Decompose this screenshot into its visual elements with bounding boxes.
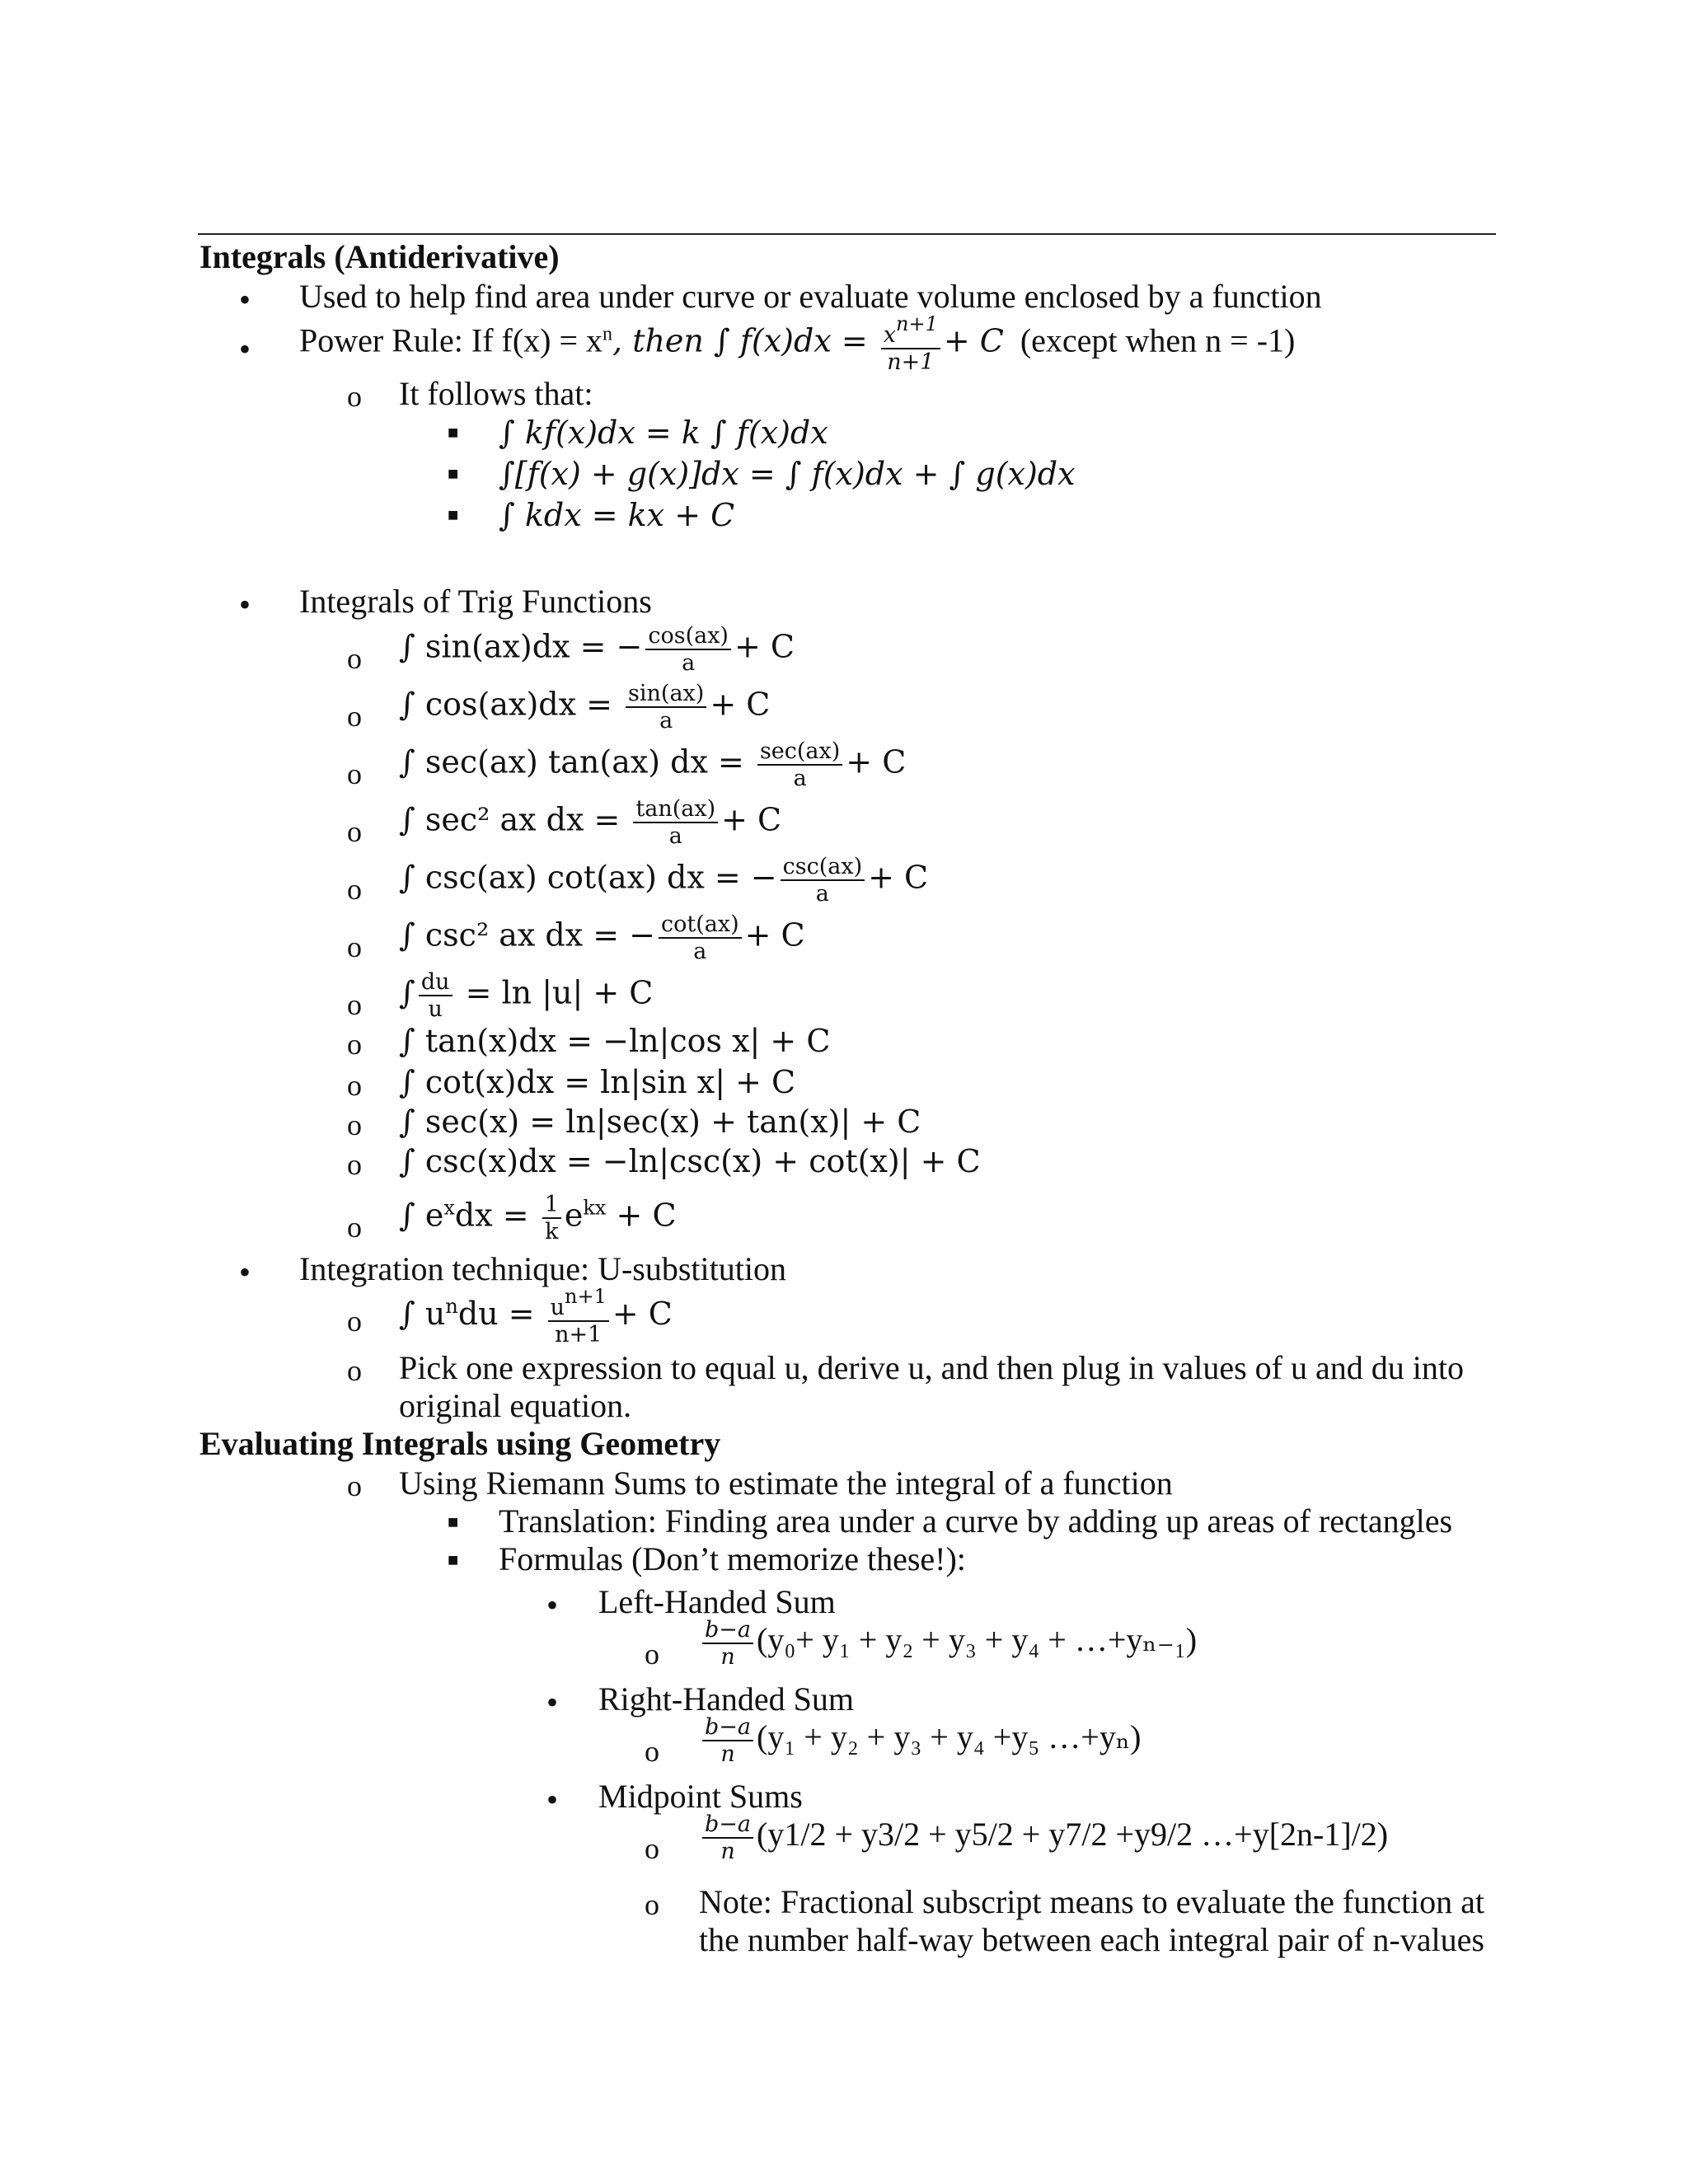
bullet-marker: • <box>546 1684 559 1721</box>
trig-integral-item: ∫ $\frac{du}{u}$ = ln |u| + C <box>399 969 654 1023</box>
circle-marker: o <box>347 873 362 906</box>
usub-pick-line-2: original equation. <box>399 1387 632 1424</box>
circle-marker: o <box>347 642 362 675</box>
midpoint-title: Midpoint Sums <box>598 1778 803 1815</box>
usub-fraction: $\frac{u^{n+1}}{n+1}$ <box>548 1286 609 1347</box>
trig-fraction: $\frac{\sin(ax)}{a}$ <box>626 681 706 733</box>
usub-title: Integration technique: U-substitution <box>299 1250 786 1287</box>
trig-title: Integrals of Trig Functions <box>299 583 652 620</box>
rule-constant: ∫ kdx = kx + C <box>499 497 735 533</box>
rule-sum: ∫[f(x) + g(x)]dx = ∫ f(x)dx + ∫ g(x)dx <box>499 456 1076 492</box>
formulas-text: Formulas (Don’t memorize these!): <box>499 1540 966 1577</box>
trig-integral-item: ∫ csc² ax dx = − $\frac{\cot(ax)}{a}$ + C <box>399 912 805 965</box>
circle-marker: o <box>347 700 362 733</box>
square-marker: ■ <box>448 463 459 484</box>
circle-marker: o <box>347 1305 362 1338</box>
right-sum-title: Right-Handed Sum <box>598 1680 854 1718</box>
right-sum-formula: $\frac{b-a}{n}$ (y₁ + y₂ + y₃ + y₄ +y₅ …+yₙ) <box>699 1714 1141 1767</box>
square-marker: ■ <box>448 1511 459 1532</box>
circle-marker: o <box>347 1108 362 1141</box>
translation-text: Translation: Finding area under a curve by adding up areas of rectangles <box>499 1502 1453 1540</box>
trig-fraction: $\frac{\csc(ax)}{a}$ <box>781 854 865 907</box>
power-rule: Power Rule: If $f(x) = x^n$, then ∫ f(x)dx = $\frac{x^{n+1}}{n+1}$ + C (except when n = -1) <box>299 312 1296 376</box>
circle-marker: o <box>347 380 362 413</box>
used-to-text: Used to help find area under curve or evaluate volume enclosed by a function <box>299 278 1322 315</box>
circle-marker: o <box>645 1735 659 1768</box>
circle-marker: o <box>347 1069 362 1102</box>
trig-integral-item: ∫ cos(ax)dx = $\frac{\sin(ax)}{a}$ + C <box>399 681 771 734</box>
riemann-text: Using Riemann Sums to estimate the integral of a function <box>399 1465 1173 1502</box>
circle-marker: o <box>347 1148 362 1181</box>
trig-integral-item: ∫ tan(x)dx = −ln|cos x| + C <box>399 1023 831 1059</box>
integrals-heading: Integrals (Antiderivative) <box>199 238 560 275</box>
trig-integral-item: ∫ cot(x)dx = ln|sin x| + C <box>399 1064 796 1100</box>
bullet-marker: • <box>546 1781 559 1818</box>
circle-marker: o <box>347 757 362 790</box>
circle-marker: o <box>347 1469 362 1502</box>
note-line-1: Note: Fractional subscript means to evaluate the function at <box>699 1883 1485 1920</box>
circle-marker: o <box>645 1638 659 1671</box>
trig-integral-item: ∫ sec(ax) tan(ax) dx = $\frac{\sec(ax)}{a}$ + C <box>399 738 907 792</box>
usub-pick-line-1: Pick one expression to equal u, derive u, and then plug in values of u and du into <box>399 1349 1464 1386</box>
left-sum-formula: $\frac{b-a}{n}$ (y₀+ y₁ + y₂ + y₃ + y₄ + …+yₙ₋₁) <box>699 1617 1197 1670</box>
circle-marker: o <box>645 1832 659 1865</box>
circle-marker: o <box>645 1888 659 1921</box>
midpoint-formula: $\frac{b-a}{n}$ (y1/2 + y3/2 + y5/2 + y7/2 +y9/2 …+y[2n-1]/2) <box>699 1811 1388 1864</box>
trig-integral-item: ∫ csc(x)dx = −ln|csc(x) + cot(x)| + C <box>399 1143 981 1179</box>
trig-integral-item: ∫ csc(ax) cot(ax) dx = − $\frac{\csc(ax)}{a}$ + C <box>399 854 929 907</box>
follows-text: It follows that: <box>399 375 593 412</box>
note-line-2: the number half-way between each integral pair of n-values <box>699 1921 1484 1958</box>
circle-marker: o <box>347 815 362 848</box>
bullet-marker: • <box>239 281 251 318</box>
circle-marker: o <box>347 930 362 963</box>
top-rule <box>198 233 1496 235</box>
trig-fraction: $\frac{\cos(ax)}{a}$ <box>645 623 731 676</box>
trig-integral-item: ∫ sec² ax dx = $\frac{\tan(ax)}{a}$ + C <box>399 796 782 850</box>
left-sum-title: Left-Handed Sum <box>598 1583 836 1620</box>
geometry-heading: Evaluating Integrals using Geometry <box>199 1425 721 1462</box>
usub-formula: ∫ $u^ndu$ = $\frac{u^{n+1}}{n+1}$ + C <box>399 1285 673 1348</box>
trig-fraction: $\frac{\sec(ax)}{a}$ <box>757 738 842 791</box>
circle-marker: o <box>347 1354 362 1387</box>
rule-constant-multiple: ∫ kf(x)dx = k ∫ f(x)dx <box>499 415 828 451</box>
circle-marker: o <box>347 1028 362 1061</box>
circle-marker: o <box>347 1211 362 1244</box>
trig-fraction: $\frac{\cot(ax)}{a}$ <box>659 912 742 964</box>
square-marker: ■ <box>448 1549 459 1570</box>
trig-integral-item: ∫ sec(x) = ln|sec(x) + tan(x)| + C <box>399 1104 921 1140</box>
bullet-marker: • <box>239 586 251 623</box>
trig-fraction: $\frac{du}{u}$ <box>419 969 452 1022</box>
bullet-marker: • <box>239 330 251 368</box>
power-fraction: $\frac{x^{n+1}}{n+1}$ <box>881 313 940 375</box>
bullet-marker: • <box>239 1254 251 1291</box>
exp-integral: ∫ $e^xdx$ = $\frac{1}{k}$ $e^{kx} + C$ <box>399 1192 677 1245</box>
trig-fraction: $\frac{\tan(ax)}{a}$ <box>633 796 718 849</box>
circle-marker: o <box>347 988 362 1021</box>
trig-integral-item: ∫ sin(ax)dx = − $\frac{\cos(ax)}{a}$ + C <box>399 623 795 677</box>
square-marker: ■ <box>448 422 459 443</box>
square-marker: ■ <box>448 504 459 525</box>
bullet-marker: • <box>546 1586 559 1624</box>
exp-fraction: $\frac{1}{k}$ <box>542 1192 561 1244</box>
